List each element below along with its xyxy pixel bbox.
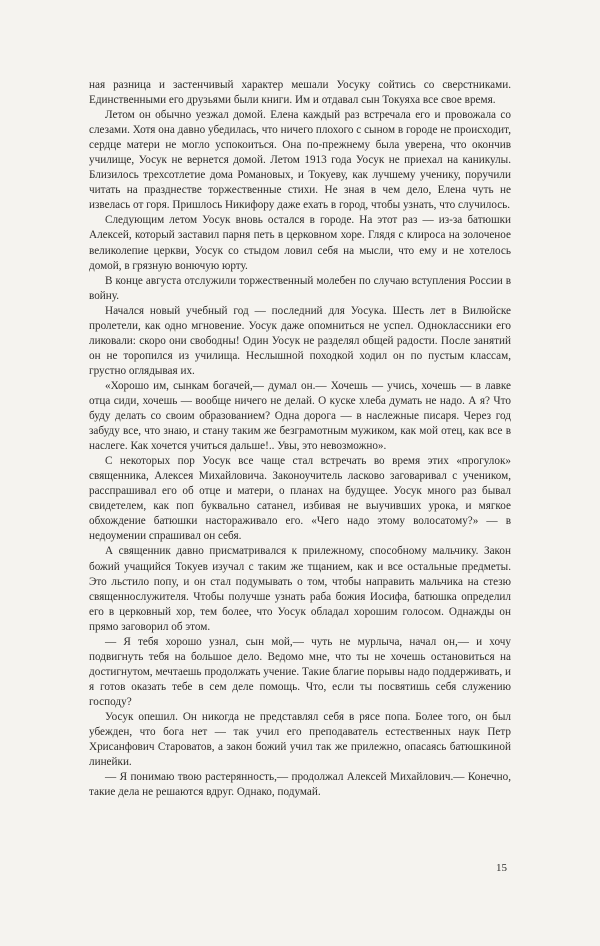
paragraph-8: А священник давно присматривался к прилежному, способному мальчику. Закон божий учащийся Токуев изучал с таким же тщанием, как и все остальные предметы. Это льстило попу, и он стал подумывать о том, чтобы направить мальчика на стезю священнослужителя. Чтобы получше узнать раба божия Иосифа, батюшка определил его в церковный хор, тем более, что Уосук обладал хорошим голосом. Однажды он прямо заговорил об этом. (89, 545, 511, 633)
paragraph-9: — Я тебя хорошо узнал, сын мой,— чуть не мурлыча, начал он,— и хочу подвигнуть тебя на большое дело. Ведомо мне, что ты не хочешь остановиться на достигнутом, мечтаешь продолжать учение. Такие благие порывы надо поддерживать, и я готов оказать тебе в сем деле помощь. Что, если ты посвятишь себя служению господу? (89, 635, 511, 708)
paragraph-11: — Я понимаю твою растерянность,— продолжал Алексей Михайлович.— Конечно, такие дела не решаются вдруг. Однако, подумай. (89, 771, 511, 799)
paragraph-3: Следующим летом Уосук вновь остался в городе. На этот раз — из-за батюшки Алексей, который заставил парня петь в церковном хоре. Глядя с клироса на золоченое великолепие церкви, Уосук со стыдом ловил себя на мысли, что ему и не хотелось домой, в грязную вонючую юрту. (89, 214, 511, 272)
paragraph-1: ная разница и застенчивый характер мешали Уосуку сойтись со сверстниками. Единственными его друзьями были книги. Им и отдавал сын Токуяха все свое время. (89, 79, 511, 107)
page-number: 15 (496, 862, 507, 874)
paragraph-7: С некоторых пор Уосук все чаще стал встречать во время этих «прогулок» священника, Алексея Михайловича. Законоучитель ласково заговаривал с учеником, расспрашивал его об отце и матери, о планах на будущее. Уосук много раз бывал свидетелем, как поп буквально сатанел, избивая не выучивших урока, и мягкое обхождение батюшки настораживало его. «Чего надо этому волосатому?» — в недоумении спрашивал он себя. (89, 455, 511, 543)
paragraph-6: «Хорошо им, сынкам богачей,— думал он.— Хочешь — учись, хочешь — в лавке отца сиди, хочешь — вообще ничего не делай. О куске хлеба думать не надо. А я? Что буду делать со своим образованием? Одна дорога — в наслежные писаря. Через год забуду все, что знаю, и стану таким же безграмотным мужиком, как мой отец, как все в наслеге. Как хочется учиться дальше!.. Увы, это невозможно». (89, 379, 511, 453)
body-text (89, 78, 511, 800)
paragraph-4: В конце августа отслужили торжественный молебен по случаю вступления России в войну. (89, 274, 511, 302)
paragraph-10: Уосук опешил. Он никогда не представлял себя в рясе попа. Более того, он был убежден, что бога нет — так учил его преподаватель естественных наук Петр Хрисанфович Староватов, а закон божий учил так же прилежно, опасаясь батюшкиной линейки. (89, 710, 511, 769)
paragraph-5: Начался новый учебный год — последний для Уосука. Шесть лет в Вилюйске пролетели, как одно мгновение. Уосук даже опомниться не успел. Одноклассники его ликовали: скоро они свободны! Один Уосук не разделял общей радости. После занятий он не торопился из училища. Неслышной походкой ходил он по пустым классам, грустно оглядывая их. (89, 304, 511, 377)
paragraph-2: Летом он обычно уезжал домой. Елена каждый раз встречала его и провожала со слезами. Хотя она давно убедилась, что ничего плохого с сыном в городе не происходит, сердце матери не могло успокоиться. Она по-прежнему была уверена, что окончив училище, Уосук не вернется домой. Летом 1913 года Уосук не приехал на каникулы. Близилось трехсотлетие дома Романовых, и Токуеву, как лучшему ученику, поручили читать на празднестве торжественные стихи. Не зная в чем дело, Елена чуть не извелась от горя. Пришлось Никифору даже ехать в город, чтобы узнать, что случилось. (89, 109, 511, 212)
